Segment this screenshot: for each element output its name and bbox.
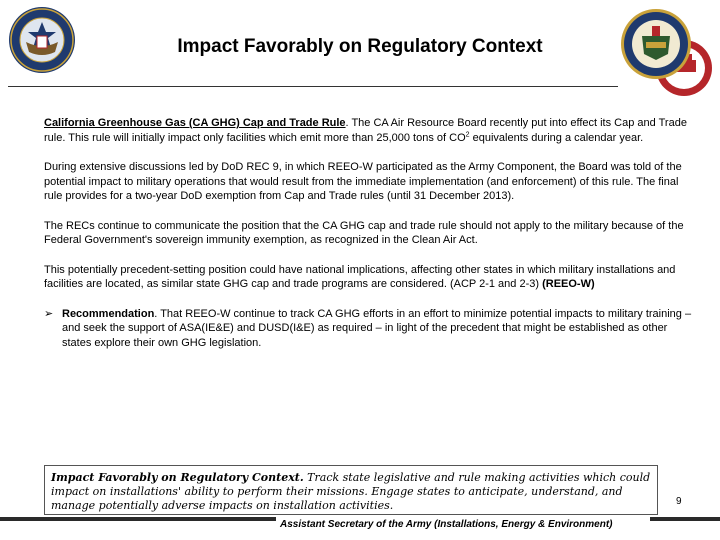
footer (0, 516, 720, 540)
paragraph-recs-position: The RECs continue to communicate the position that the CA GHG cap and trade rule should not apply to the military because of the Federal Government's sovereign immunity exemption, as recognized in the Clean Air Act. (44, 219, 684, 246)
callout-box (44, 465, 658, 515)
slide-body (44, 116, 692, 365)
recommendation-label: Recommendation (62, 307, 155, 320)
arrow-bullet-icon: ➢ (44, 307, 54, 320)
reeo-w-tag: (REEO-W) (542, 278, 595, 290)
callout-heading: Impact Favorably on Regulatory Context. (51, 471, 304, 484)
title-divider (8, 86, 618, 87)
recommendation-bullet (44, 307, 692, 351)
callout-body: Track state legislative and rule making activities which could impact on installations' ability to perform their missions. Engage states to anticipate, understand, and manage potentially adverse impacts on installation activities. (51, 471, 651, 512)
page-number: 9 (676, 496, 682, 507)
recommendation-text: . That REEO-W continue to track CA GHG efforts in an effort to minimize potential impacts to military training – and seek the support of ASA(IE&E) and DUSD(I&E) as required – in light of the precedent that might be established as other states explore their own GHG legislation. (62, 307, 692, 349)
footer-bar-left (0, 517, 276, 521)
paragraph-discussions: During extensive discussions led by DoD REC 9, in which REEO-W participated as the Army Component, the Board was told of the potential impact to military operations that would result from the immediate implementation (and enforcement) of this rule. The final rule provides for a two-year DoD exemption from Cap and Trade rules (until 31 December 2013). (44, 161, 682, 202)
footer-organization: Assistant Secretary of the Army (Installations, Energy & Environment) (280, 519, 613, 530)
paragraph-cap-and-trade (44, 116, 692, 145)
rule-heading: California Greenhouse Gas (CA GHG) Cap and Trade Rule (44, 117, 346, 129)
paragraph-text: This potentially precedent-setting position could have national implications, affecting other states in which military installations and facilities are located, as similar state GHG cap and trade programs are considered. (ACP 2-1 and 2-3) (44, 263, 676, 290)
paragraph-implications (44, 263, 692, 292)
page-title: Impact Favorably on Regulatory Context (177, 36, 543, 57)
superscript-2: 2 (465, 130, 470, 138)
footer-bar-right (650, 517, 720, 521)
callout-text (51, 471, 655, 513)
paragraph-text: . The CA Air Resource Board recently put into effect its Cap and Trade rule. This rule will initially impact only facilities which emit more than 25,000 tons of CO (44, 117, 687, 144)
paragraph-text: equivalents during a calendar year. (469, 131, 644, 144)
